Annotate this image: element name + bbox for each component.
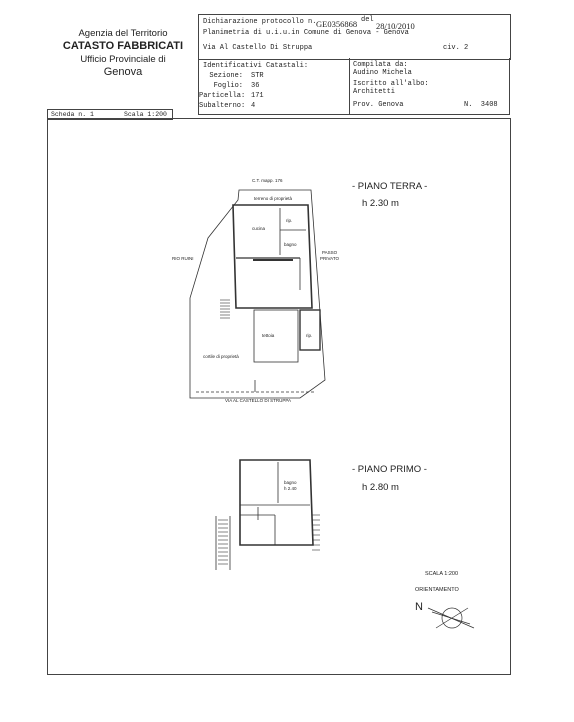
first-floor-stairs — [218, 515, 320, 564]
date-label: del — [361, 16, 374, 24]
subalterno-label: Subalterno: — [199, 102, 246, 110]
ct-mapp-label: C.T. mapp. 176 — [252, 178, 283, 183]
particella-value: 171 — [251, 92, 264, 100]
registration-number: N. 3408 — [464, 101, 498, 109]
privato-label: PRIVATO — [320, 256, 340, 261]
first-floor-bagno-height: h 2.40 — [284, 486, 297, 491]
rio-label: RIO RUINI — [172, 256, 194, 261]
bagno-label: bagno — [284, 242, 297, 247]
first-floor-height: h 2.80 m — [362, 482, 399, 493]
cortile-label: cortile di proprietà — [203, 354, 239, 359]
albo-value: Architetti — [353, 88, 396, 96]
office-city: Genova — [103, 65, 143, 78]
terreno-label: terreno di proprietà — [254, 196, 293, 201]
sezione-label: Sezione: — [209, 72, 243, 80]
first-floor-bagno-label: bagno — [284, 480, 297, 485]
agency-name: Agenzia del Territorio — [78, 28, 168, 39]
planimetria-text: Planimetria di u.i.u.in Comune di Genova - Genova — [203, 29, 409, 37]
office-label: Ufficio Provinciale di — [80, 53, 166, 65]
catasto-title: CATASTO FABBRICATI — [62, 39, 184, 52]
declaration-label: Dichiarazione protocollo n. — [203, 18, 317, 26]
ground-stairs — [220, 300, 230, 318]
particella-label: Particella: — [199, 92, 246, 100]
north-label: N — [415, 601, 423, 613]
ground-floor-building — [233, 205, 312, 308]
passo-label: PASSO — [322, 250, 338, 255]
cadastral-title: Identificativi Catastali: — [203, 62, 309, 70]
address: Via Al Castello Di Struppa — [203, 44, 313, 52]
civic-number: civ. 2 — [443, 44, 469, 52]
tettoia-outline — [254, 310, 298, 362]
scheda-scale: Scala 1:200 — [124, 111, 167, 118]
compiler-label: Compilata da: — [353, 61, 408, 69]
orientation-label: ORIENTAMENTO — [415, 587, 459, 593]
street-label: VIA AL CASTELLO DI STRUPPA — [225, 398, 292, 403]
rip-label-1: rip. — [286, 218, 293, 223]
subalterno-value: 4 — [251, 102, 256, 110]
first-floor-building — [240, 460, 313, 545]
sezione-value: STR — [251, 72, 264, 80]
first-floor-title: - PIANO PRIMO - — [352, 464, 427, 475]
foglio-value: 36 — [251, 82, 260, 90]
scale-label: SCALA 1:200 — [425, 571, 459, 577]
scheda-number: Scheda n. 1 — [51, 111, 94, 118]
north-arrow — [428, 608, 474, 628]
protocol-number: GE0356868 — [316, 19, 358, 29]
compiler-name: Audino Michela — [353, 69, 412, 77]
declaration-date: 28/10/2010 — [376, 21, 415, 31]
tettoia-label: tettoia — [262, 333, 275, 338]
ground-floor-title: - PIANO TERRA - — [352, 181, 428, 192]
ground-floor-height: h 2.30 m — [362, 198, 399, 209]
foglio-label: Foglio: — [213, 82, 243, 90]
albo-label: Iscritto all'albo: — [353, 80, 429, 88]
cucina-label: cucina — [252, 226, 266, 231]
rip-outline — [300, 310, 320, 350]
province: Prov. Genova — [353, 101, 404, 109]
rip-label-2: rip. — [306, 333, 313, 338]
property-boundary — [190, 190, 325, 398]
